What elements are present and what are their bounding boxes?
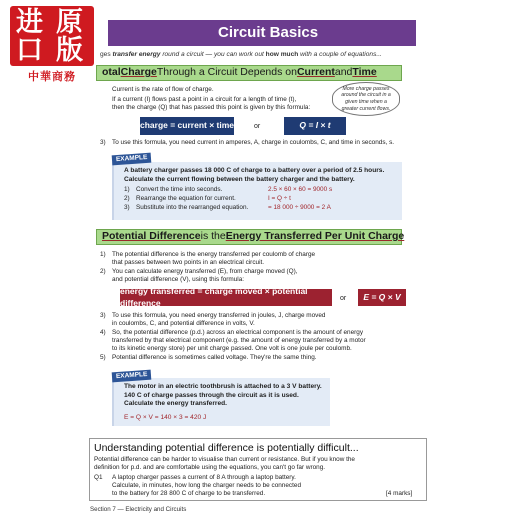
section-heading-pd: Potential Difference is the Energy Transferred Per Unit Charge bbox=[96, 229, 402, 245]
point-number: 1) bbox=[100, 251, 106, 258]
example-step-text: Convert the time into seconds. bbox=[136, 186, 223, 193]
voltage-note: Potential difference is sometimes called voltage. They're the same thing. bbox=[112, 354, 317, 361]
example-step-number: 2) bbox=[124, 195, 130, 202]
formula-charge-symbols: Q = I × t bbox=[284, 117, 346, 135]
logo-char-2: 原 bbox=[56, 7, 83, 38]
pd-formula-intro-line2: and potential difference (V), using this formula: bbox=[112, 276, 245, 283]
logo-subtitle: 中華商務 bbox=[28, 70, 76, 83]
pd-across-component-line2: transferred by that electrical component (e.g. the amount of energy transferred by a motor bbox=[112, 337, 366, 344]
example-step-working: I = Q ÷ t bbox=[268, 195, 291, 202]
logo-char-3: 口 bbox=[16, 35, 43, 66]
example-step-number: 3) bbox=[124, 204, 130, 211]
intro-text: ges transfer energy round a circuit — you can work out how much with a couple of equations... bbox=[100, 51, 382, 58]
point-number: 3) bbox=[100, 312, 106, 319]
publisher-logo bbox=[10, 6, 94, 66]
example-tag: EXAMPLE bbox=[112, 370, 152, 383]
formula-or: or bbox=[340, 295, 347, 302]
point-number: 5) bbox=[100, 354, 106, 361]
question-marks: [4 marks] bbox=[386, 490, 413, 497]
energy-units-line1: To use this formula, you need energy transferred in joules, J, charge moved bbox=[112, 312, 326, 319]
point-number: 3) bbox=[100, 139, 106, 146]
summary-line2: definition for p.d. and are comfortable using the equations, you can't go far wrong. bbox=[94, 464, 326, 471]
callout-bubble: More charge passes around the circuit in a given time when a greater current flows. bbox=[332, 82, 400, 116]
logo-char-4: 版 bbox=[56, 35, 83, 66]
example-step-working: = 18 000 ÷ 9000 = 2 A bbox=[268, 204, 331, 211]
pd-across-component-line1: So, the potential difference (p.d.) across an electrical component is the amount of energy bbox=[112, 329, 364, 336]
point-number: 4) bbox=[100, 329, 106, 336]
question-label: Q1 bbox=[94, 474, 103, 481]
summary-line1: Potential difference can be harder to visualise than current or resistance. But if you know the bbox=[94, 456, 355, 463]
page-footer: Section 7 — Electricity and Circuits bbox=[90, 506, 187, 513]
pd-definition-line1: The potential difference is the energy transferred per coulomb of charge bbox=[112, 251, 316, 258]
example-step-text: Substitute into the rearranged equation. bbox=[136, 204, 249, 211]
example-tag: EXAMPLE bbox=[112, 153, 152, 166]
point-current-definition: Current is the rate of flow of charge. bbox=[112, 86, 214, 93]
question-line1: A laptop charger passes a current of 8 A through a laptop battery. bbox=[112, 474, 296, 481]
formula-charge-words: charge = current × time bbox=[140, 117, 234, 135]
example-step-number: 1) bbox=[124, 186, 130, 193]
logo-char-1: 进 bbox=[16, 7, 43, 38]
point-charge-formula-line2: then the charge (Q) that has passed this point is given by this formula: bbox=[112, 104, 311, 111]
example-answer: E = Q × V = 140 × 3 = 420 J bbox=[124, 414, 207, 421]
question-line3: to the battery for 28 800 C of charge to be transferred. bbox=[112, 490, 266, 497]
point-units: To use this formula, you need current in amperes, A, charge in coulombs, C, and time in seconds, s. bbox=[112, 139, 395, 146]
example-step-text: Rearrange the equation for current. bbox=[136, 195, 236, 202]
energy-units-line2: in coulombs, C, and potential difference in volts, V. bbox=[112, 320, 255, 327]
summary-heading: Understanding potential difference is potentially difficult... bbox=[94, 442, 359, 454]
example-step-working: 2.5 × 60 × 60 = 9000 s bbox=[268, 186, 333, 193]
formula-or: or bbox=[254, 123, 261, 130]
point-number: 2) bbox=[100, 268, 106, 275]
page-title: Circuit Basics bbox=[108, 20, 416, 46]
question-line2: Calculate, in minutes, how long the charger needs to be connected bbox=[112, 482, 301, 489]
example-question: A battery charger passes 18 000 C of charge to a battery over a period of 2.5 hours. Calculate the current flowing between the battery charger and the battery. bbox=[124, 167, 385, 183]
section-heading-charge: otal Charge Through a Circuit Depends on Current and Time bbox=[96, 65, 402, 81]
formula-energy-symbols: E = Q × V bbox=[358, 289, 406, 306]
formula-energy-words: energy transferred = charge moved × potential difference bbox=[120, 289, 332, 306]
pd-formula-intro-line1: You can calculate energy transferred (E), from charge moved (Q), bbox=[112, 268, 298, 275]
summary-box bbox=[89, 438, 427, 501]
pd-across-component-line3: to its kinetic energy store) per unit charge passed. One volt is one joule per coulomb. bbox=[112, 345, 352, 352]
pd-definition-line2: that passes between two points in an electrical circuit. bbox=[112, 259, 265, 266]
example-question: The motor in an electric toothbrush is attached to a 3 V battery. 140 C of charge passes through the circuit as it is used. Calculate the energy transferred. bbox=[124, 383, 322, 408]
point-charge-formula-line1: If a current (I) flows past a point in a circuit for a length of time (t), bbox=[112, 96, 297, 103]
